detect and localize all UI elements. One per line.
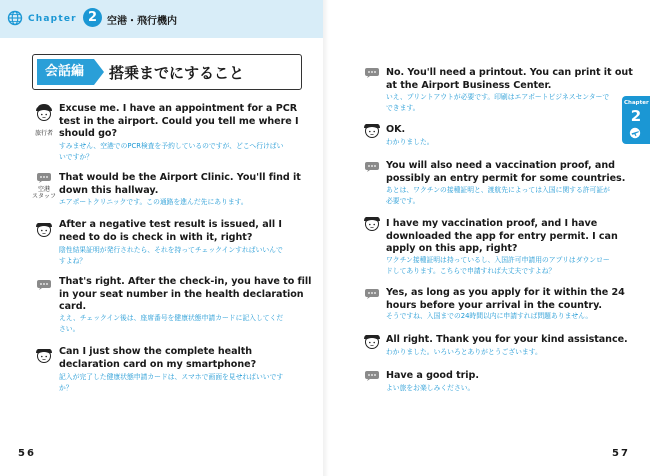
- airplane-icon: [628, 127, 642, 139]
- traveler-avatar-icon: [361, 330, 383, 356]
- section-title: 搭乗までにすること: [109, 64, 245, 82]
- speaker-label-staff: 空港 スタッフ: [32, 186, 57, 200]
- dialogue-english: I have my vaccination proof, and I have downloaded the app for entry permit. I can apply on this app, right?: [386, 218, 618, 255]
- dialogue-japanese: わかりました。いろいろとありがとうございます。: [386, 348, 542, 356]
- dialogue-english: Excuse me. I have an appointment for a PCR test in the airport. Could you tell me where I should go?: [59, 103, 299, 140]
- traveler-avatar-icon: [361, 119, 383, 145]
- dialogue-japanese: 記入が完了した健康状態申請カードは、スマホで画面を見せればいいです か？: [59, 373, 284, 392]
- dialogue-english: That's right. After the check-in, you have to fill in your seat number in the health declaration card.: [59, 276, 312, 313]
- speech-bubble-icon: [364, 370, 380, 381]
- chapter-label: Chapter: [28, 14, 77, 24]
- speech-bubble-icon: [36, 279, 52, 290]
- page-number-right: 57: [612, 448, 630, 459]
- dialogue-japanese: よい旅をお楽しみください。: [386, 384, 475, 392]
- traveler-avatar-icon: [33, 102, 55, 128]
- dialogue-japanese: エアポートクリニックです。この通路を進んだ先にあります。: [59, 198, 248, 206]
- dialogue-english: That would be the Airport Clinic. You'll find it down this hallway.: [59, 172, 301, 196]
- chapter-header: [0, 0, 323, 38]
- page-number-left: 56: [18, 448, 36, 459]
- side-tab-chapter-number: 2: [630, 107, 642, 125]
- dialogue-japanese: ワクチン接種証明は持っているし、入国許可申請用のアプリはダウンロー ドしてあります。こちらで申請すれば大丈夫ですよね？: [386, 256, 610, 275]
- dialogue-english: OK.: [386, 124, 406, 135]
- traveler-avatar-icon: [361, 212, 383, 238]
- dialogue-japanese: あとは、ワクチンの接種証明と、渡航先によっては入国に関する許可証が 必要です。: [386, 186, 610, 205]
- dialogue-english: Yes, as long as you apply for it within the 24 hours before your arrival in the country.: [386, 287, 625, 311]
- dialogue-japanese: そうですね、入国までの24時間以内に申請すれば問題ありません。: [386, 312, 593, 320]
- section-title-box: [32, 54, 302, 90]
- book-gutter: [323, 0, 329, 476]
- speech-bubble-icon: [364, 161, 380, 172]
- section-tag: 会話編: [37, 59, 94, 85]
- globe-icon: [7, 10, 23, 26]
- dialogue-japanese: いえ、プリントアウトが必要です。印刷はエアポートビジネスセンターで できます。: [386, 93, 610, 112]
- dialogue-english: Have a good trip.: [386, 370, 479, 381]
- speech-bubble-icon: [36, 172, 52, 183]
- dialogue-english: No. You'll need a printout. You can print it out at the Airport Business Center.: [386, 67, 633, 91]
- dialogue-english: You will also need a vaccination proof, and possibly an entry permit for some countries.: [386, 160, 626, 184]
- dialogue-english: All right. Thank you for your kind assistance.: [386, 334, 628, 345]
- traveler-avatar-icon: [33, 218, 55, 244]
- chapter-title: 空港・飛行機内: [107, 16, 177, 27]
- speech-bubble-icon: [364, 67, 380, 78]
- speaker-label-traveler: 旅行者: [34, 130, 53, 137]
- dialogue-japanese: 陰性結果証明が発行されたら、それを持ってチェックインすればいいんで すよね？: [59, 246, 283, 265]
- dialogue-japanese: ええ、チェックイン後は、座席番号を健康状態申請カードに記入してくだ さい。: [59, 314, 284, 333]
- chapter-number-badge: 2: [83, 8, 102, 27]
- side-tab-chapter-label: Chapter: [624, 100, 649, 106]
- dialogue-japanese: わかりました。: [386, 138, 434, 146]
- dialogue-english: After a negative test result is issued, all I need to do is check in with it, right?: [59, 219, 282, 243]
- traveler-avatar-icon: [33, 344, 55, 370]
- dialogue-english: Can I just show the complete health declaration card on my smartphone?: [59, 346, 257, 370]
- dialogue-japanese: すみません、空港でのPCR検査を予約しているのですが、どこへ行けばい いですか？: [59, 142, 284, 161]
- speech-bubble-icon: [364, 288, 380, 299]
